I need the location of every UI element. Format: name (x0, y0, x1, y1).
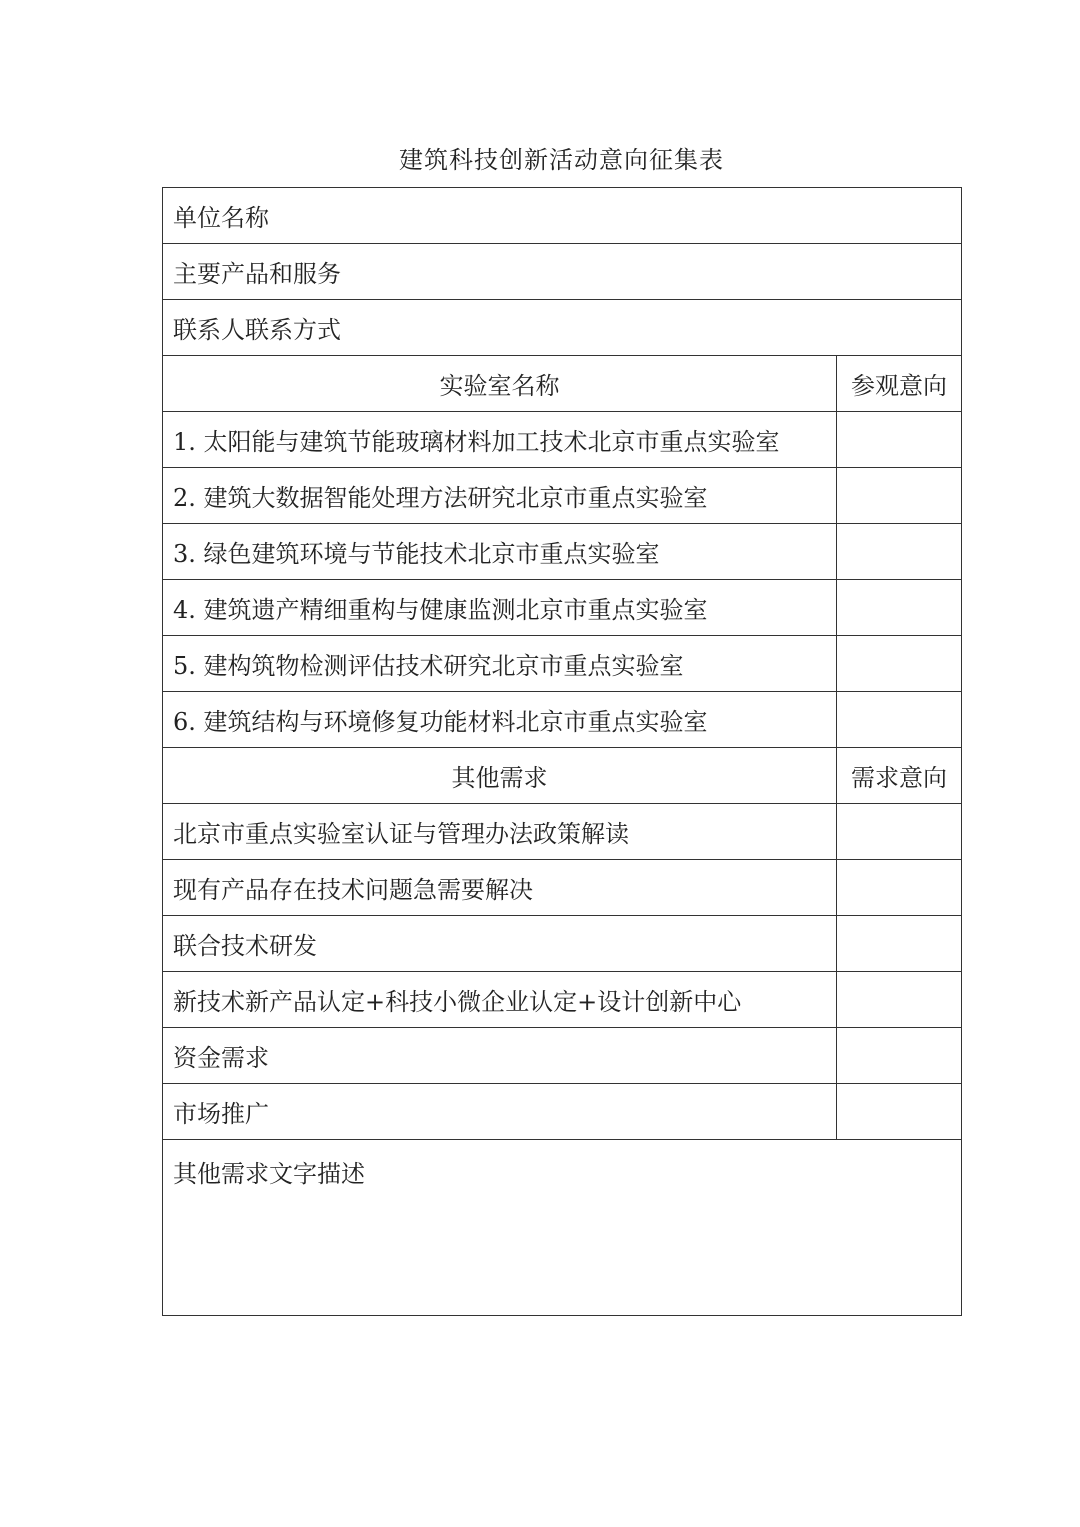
form-title: 建筑科技创新活动意向征集表 (399, 146, 724, 174)
table-row (163, 636, 962, 692)
contact-field[interactable]: 联系人联系方式 (163, 300, 962, 356)
table-row (163, 692, 962, 748)
info-row-unit-name (163, 188, 962, 244)
table-row (163, 468, 962, 524)
need-item-4: 新技术新产品认定+科技小微企业认定+设计创新中心 (163, 972, 837, 1028)
need-intent-cell-2[interactable] (837, 860, 962, 916)
lab-item-4: 4. 建筑遗产精细重构与健康监测北京市重点实验室 (163, 580, 837, 636)
labs-header-row (163, 356, 962, 412)
lab-item-1: 1. 太阳能与建筑节能玻璃材料加工技术北京市重点实验室 (163, 412, 837, 468)
table-row (163, 860, 962, 916)
need-intent-cell-5[interactable] (837, 1028, 962, 1084)
labs-header-name: 实验室名称 (163, 356, 837, 412)
table-row (163, 1084, 962, 1140)
description-row (163, 1140, 962, 1316)
needs-header-intent: 需求意向 (837, 748, 962, 804)
info-row-products (163, 244, 962, 300)
lab-intent-cell-3[interactable] (837, 524, 962, 580)
table-row (163, 804, 962, 860)
need-intent-cell-4[interactable] (837, 972, 962, 1028)
lab-intent-cell-1[interactable] (837, 412, 962, 468)
labs-header-intent: 参观意向 (837, 356, 962, 412)
lab-intent-cell-6[interactable] (837, 692, 962, 748)
need-item-1: 北京市重点实验室认证与管理办法政策解读 (163, 804, 837, 860)
needs-header-name: 其他需求 (163, 748, 837, 804)
other-needs-description-field[interactable]: 其他需求文字描述 (163, 1140, 962, 1316)
lab-item-6: 6. 建筑结构与环境修复功能材料北京市重点实验室 (163, 692, 837, 748)
table-row (163, 972, 962, 1028)
need-item-6: 市场推广 (163, 1084, 837, 1140)
table-row (163, 580, 962, 636)
needs-header-row (163, 748, 962, 804)
info-row-contact (163, 300, 962, 356)
table-row (163, 1028, 962, 1084)
unit-name-field[interactable]: 单位名称 (163, 188, 962, 244)
survey-form-table (162, 187, 962, 1316)
table-row (163, 524, 962, 580)
lab-item-3: 3. 绿色建筑环境与节能技术北京市重点实验室 (163, 524, 837, 580)
main-products-field[interactable]: 主要产品和服务 (163, 244, 962, 300)
need-item-5: 资金需求 (163, 1028, 837, 1084)
lab-intent-cell-4[interactable] (837, 580, 962, 636)
table-row (163, 412, 962, 468)
need-intent-cell-6[interactable] (837, 1084, 962, 1140)
lab-intent-cell-2[interactable] (837, 468, 962, 524)
need-intent-cell-1[interactable] (837, 804, 962, 860)
table-row (163, 916, 962, 972)
need-intent-cell-3[interactable] (837, 916, 962, 972)
need-item-2: 现有产品存在技术问题急需要解决 (163, 860, 837, 916)
lab-intent-cell-5[interactable] (837, 636, 962, 692)
need-item-3: 联合技术研发 (163, 916, 837, 972)
lab-item-5: 5. 建构筑物检测评估技术研究北京市重点实验室 (163, 636, 837, 692)
lab-item-2: 2. 建筑大数据智能处理方法研究北京市重点实验室 (163, 468, 837, 524)
